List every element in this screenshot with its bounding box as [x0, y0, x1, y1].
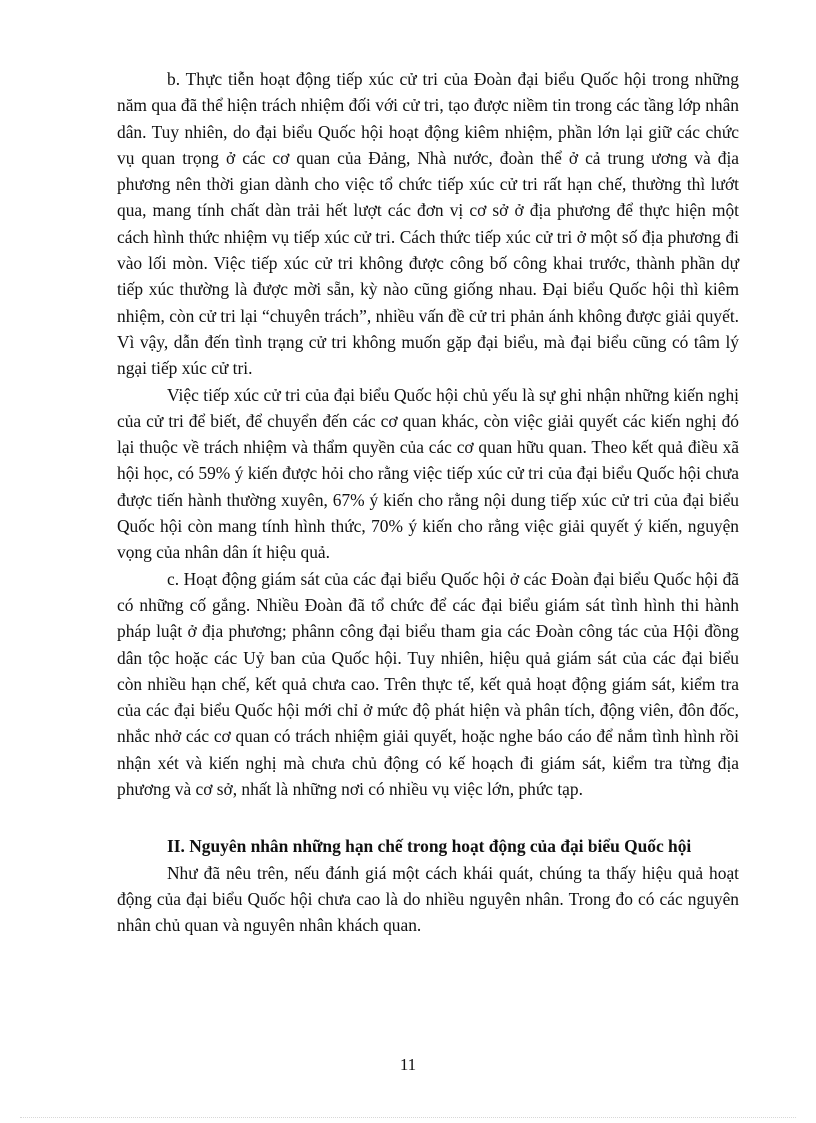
page-bottom-divider [20, 1117, 796, 1118]
paragraph-voter-petitions: Việc tiếp xúc cử tri của đại biểu Quốc hội chủ yếu là sự ghi nhận những kiến nghị của cử tri để biết, để chuyển đến các cơ quan khác, còn việc giải quyết các kiến nghị đó lại thuộc về trách nhiệm và thẩm quyền của các cơ quan hữu quan. Theo kết quả điều xã hội học, có 59% ý kiến được hỏi cho rằng việc tiếp xúc cử tri của đại biểu Quốc hội chưa được tiến hành thường xuyên, 67% ý kiến cho rằng nội dung tiếp xúc cử tri của đại biểu Quốc hội còn mang tính hình thức, 70% ý kiến cho rằng việc giải quyết ý kiến, nguyện vọng của nhân dân ít hiệu quả. [117, 384, 739, 563]
section-heading: II. Nguyên nhân những hạn chế trong hoạt động của đại biểu Quốc hội [167, 836, 692, 857]
paragraph-causes-intro: Như đã nêu trên, nếu đánh giá một cách khái quát, chúng ta thấy hiệu quả hoạt động của đại biểu Quốc hội chưa cao là do nhiều nguyên nhân. Trong đo có các nguyên nhân chủ quan và nguyên nhân khách quan. [117, 862, 739, 936]
page-number: 11 [399, 1055, 417, 1074]
paragraph-c-supervision: c. Hoạt động giám sát của các đại biểu Quốc hội ở các Đoàn đại biểu Quốc hội đã có những cố gắng. Nhiều Đoàn đã tổ chức để các đại biểu giám sát tình hình thi hành pháp luật ở địa phương; phânn công đại biểu tham gia các Đoàn công tác của Hội đồng dân tộc hoặc các Uỷ ban của Quốc hội. Tuy nhiên, hiệu quả giám sát của các đại biểu còn nhiều hạn chế, kết quả chưa cao. Trên thực tế, kết quả hoạt động giám sát, kiểm tra của các đại biểu Quốc hội mới chỉ ở mức độ phát hiện và phân tích, động viên, đôn đốc, nhắc nhở các cơ quan có trách nhiệm giải quyết, hoặc nghe báo cáo để nắm tình hình rồi nhận xét và kiến nghị mà chưa chủ động có kế hoạch đi giám sát, kiểm tra từng địa phương và cơ sở, nhất là những nơi có nhiều vụ việc lớn, phức tạp. [117, 568, 739, 800]
paragraph-b-voter-contact: b. Thực tiễn hoạt động tiếp xúc cử tri của Đoàn đại biểu Quốc hội trong những năm qua đã thể hiện trách nhiệm đối với cử tri, tạo được niềm tin trong các tầng lớp nhân dân. Tuy nhiên, do đại biểu Quốc hội hoạt động kiêm nhiệm, phần lớn lại giữ các chức vụ quan trọng ở các cơ quan của Đảng, Nhà nước, đoàn thể ở cả trung ương và địa phương nên thời gian dành cho việc tổ chức tiếp xúc cử tri rất hạn chế, thường thì lướt qua, mang tính chất dàn trải hết lượt các đơn vị cơ sở ở địa phương để thực hiện một cách hình thức nhiệm vụ tiếp xúc cử tri. Cách thức tiếp xúc cử tri ở một số địa phương đi vào lối mòn. Việc tiếp xúc cử tri không được công bố công khai trước, thành phần dự tiếp xúc thường là được mời sẵn, kỳ nào cũng giống nhau. Đại biểu Quốc hội thì kiêm nhiệm, còn cử tri lại “chuyên trách”, nhiều vấn đề cử tri phản ánh không được giải quyết. Vì vậy, dẫn đến tình trạng cử tri không muốn gặp đại biểu, mà đại biểu cũng có tâm lý ngại tiếp xúc cử tri. [117, 69, 739, 379]
document-page [117, 66, 739, 939]
